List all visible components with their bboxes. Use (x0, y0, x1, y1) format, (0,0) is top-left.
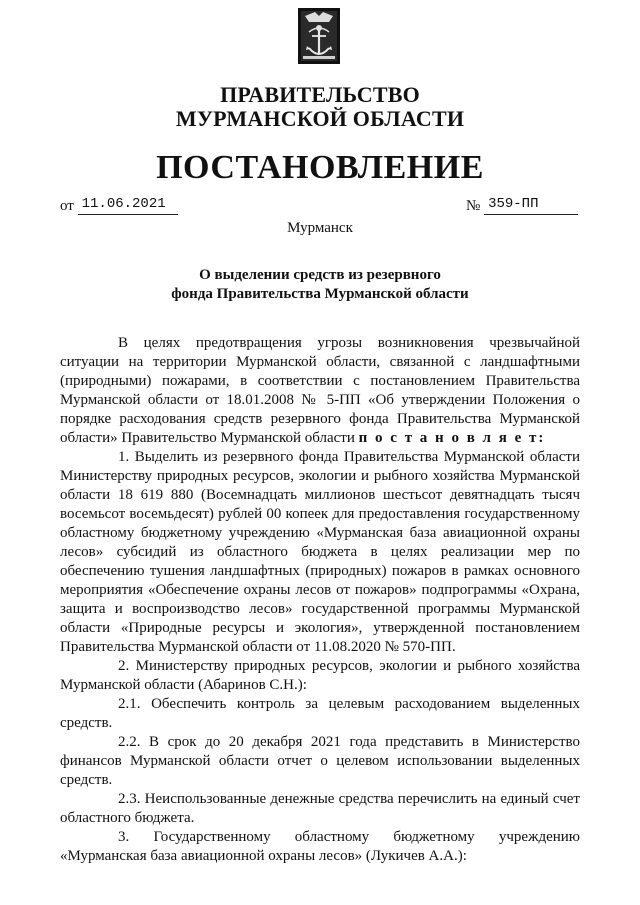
paragraph-3: 3. Государственному областному бюджетному учреждению «Мурманская база авиационной охраны лесов» (Лукичев А.А.): (60, 829, 580, 864)
decree-keyword: п о с т а н о в л я е т: (358, 430, 546, 446)
number-field (466, 196, 578, 215)
document-body (60, 334, 580, 866)
paragraph-2: 2. Министерству природных ресурсов, экологии и рыбного хозяйства Мурманской области (Абаринов С.Н.): (60, 658, 580, 693)
number-prefix: № (466, 198, 481, 214)
coat-of-arms-emblem (297, 8, 341, 66)
government-title-line2: МУРМАНСКОЙ ОБЛАСТИ (175, 106, 465, 131)
subject-line2: фонда Правительства Мурманской области (171, 286, 469, 302)
paragraph-1: 1. Выделить из резервного фонда Правительства Мурманской области Министерству природных ресурсов, экологии и рыбного хозяйства Мурманской области 18 619 880 (Восемнадцать миллионов шестьсот девятнадцать тысяч восемьсот восемьдесят) рублей 00 копеек для предоставления государственному областному бюджетному учреждению «Мурманская база авиационной охраны лесов» субсидий из областного бюджета в целях реализации мер по обеспечению тушения ландшафтных (природных) пожаров в рамках основного мероприятия «Обеспечение охраны лесов от пожаров» подпрограммы «Охрана, защита и воспроизводство лесов» государственной программы Мурманской области «Природные ресурсы и экология», утвержденной постановлением Правительства Мурманской области от 11.08.2020 № 570-ПП. (60, 449, 580, 655)
date-field (60, 196, 178, 215)
document-type: ПОСТАНОВЛЕНИЕ (156, 149, 484, 186)
preamble-text: В целях предотвращения угрозы возникновения чрезвычайной ситуации на территории Мурманской области, связанной с ландшафтными (природными) пожарами, в соответствии с постановлением Правительства Мурманской области от 18.01.2008 № 5-ПП «Об утверждении Положения о порядке расходования средств резервного фонда Правительства Мурманской области» Правительство Мурманской области (60, 335, 580, 446)
city: Мурманск (287, 220, 353, 236)
document-date: 11.06.2021 (78, 196, 178, 215)
paragraph-2-1: 2.1. Обеспечить контроль за целевым расходованием выделенных средств. (60, 696, 580, 731)
paragraph-2-3: 2.3. Неиспользованные денежные средства перечислить на единый счет областного бюджета. (60, 791, 580, 826)
paragraph-2-2: 2.2. В срок до 20 декабря 2021 года представить в Министерство финансов Мурманской области отчет о целевом использовании выделенных средств. (60, 734, 580, 788)
document-number: 359-ПП (484, 196, 578, 215)
date-prefix: от (60, 198, 74, 214)
paragraph-preamble (60, 334, 580, 448)
government-title-line1: ПРАВИТЕЛЬСТВО (220, 82, 420, 107)
subject-line1: О выделении средств из резервного (199, 267, 441, 283)
